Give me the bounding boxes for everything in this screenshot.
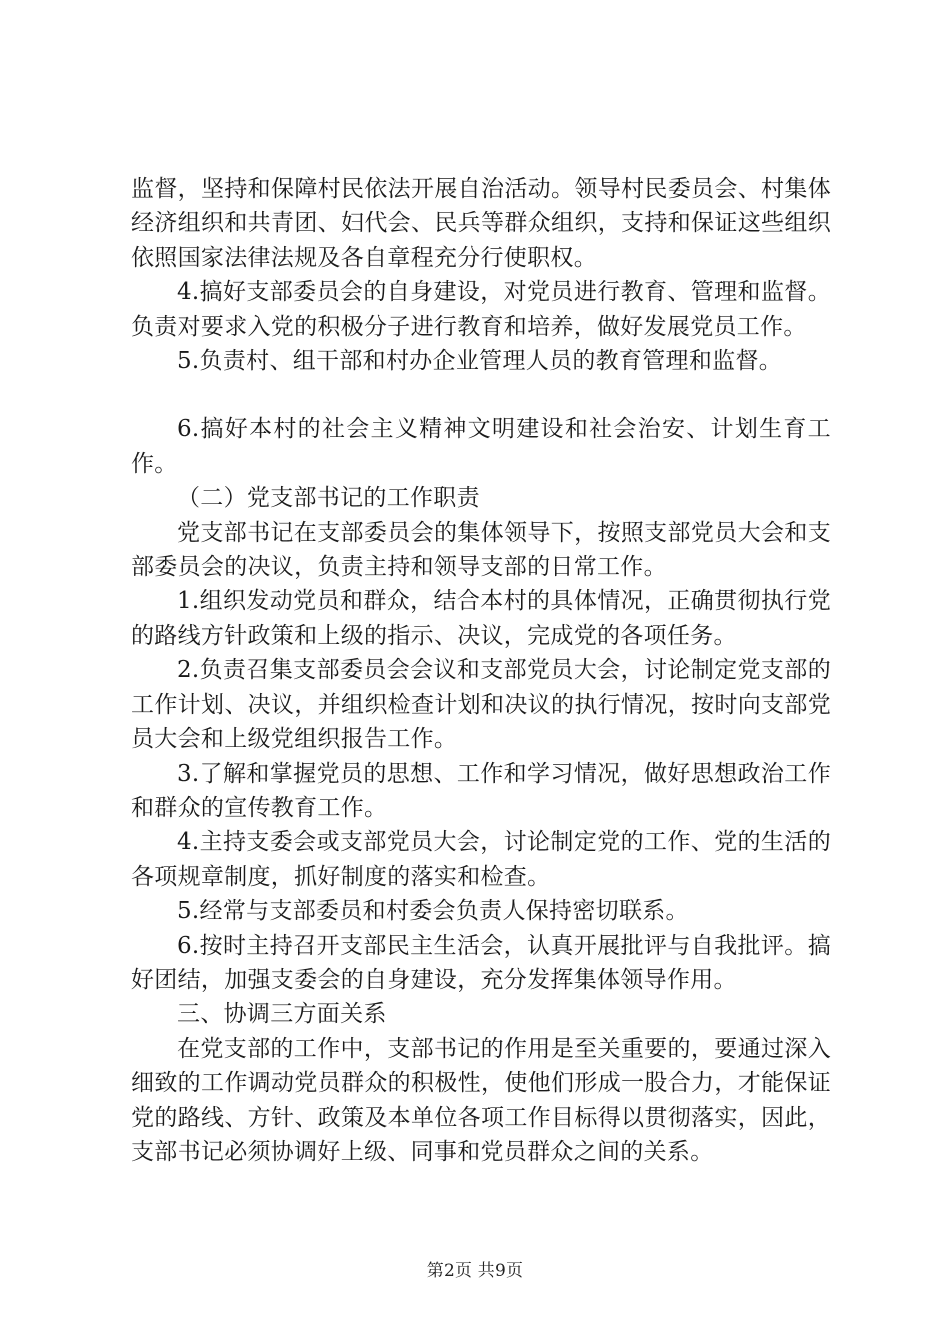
paragraph-item-5: 5.负责村、组干部和村办企业管理人员的教育管理和监督。 — [177, 348, 783, 375]
paragraph-duty-3: 3.了解和掌握党员的思想、工作和学习情况，做好思想政治工作和群众的宣传教育工作。 — [131, 760, 831, 821]
paragraph-item-6: 6.搞好本村的社会主义精神文明建设和社会治安、计划生育工作。 — [131, 416, 831, 477]
document-body — [131, 172, 831, 1169]
section-heading-three-relations: 三、协调三方面关系 — [177, 1001, 387, 1028]
paragraph-continuation: 监督，坚持和保障村民依法开展自治活动。领导村民委员会、村集体经济组织和共青团、妇代会、民兵等群众组织，支持和保证这些组织依照国家法律法规及各自章程充分行使职权。 — [131, 176, 831, 271]
section-heading-secretary-duties: （二）党支部书记的工作职责 — [177, 485, 480, 512]
paragraph-duty-5: 5.经常与支部委员和村委会负责人保持密切联系。 — [177, 898, 689, 925]
paragraph-duty-4: 4.主持支委会或支部党员大会，讨论制定党的工作、党的生活的各项规章制度，抓好制度的落实和检查。 — [131, 829, 831, 890]
paragraph-duty-6: 6.按时主持召开支部民主生活会，认真开展批评与自我批评。搞好团结，加强支委会的自身建设，充分发挥集体领导作用。 — [131, 932, 831, 993]
paragraph-item-4: 4.搞好支部委员会的自身建设，对党员进行教育、管理和监督。负责对要求入党的积极分子进行教育和培养，做好发展党员工作。 — [131, 279, 831, 340]
paragraph-duty-1: 1.组织发动党员和群众，结合本村的具体情况，正确贯彻执行党的路线方针政策和上级的指示、决议，完成党的各项任务。 — [131, 588, 831, 649]
page-number-footer: 第2页 共9页 — [426, 1261, 524, 1281]
paragraph-secretary-intro: 党支部书记在支部委员会的集体领导下，按照支部党员大会和支部委员会的决议，负责主持和领导支部的日常工作。 — [131, 519, 831, 581]
paragraph-relations-intro: 在党支部的工作中，支部书记的作用是至关重要的，要通过深入细致的工作调动党员群众的积极性，使他们形成一股合力，才能保证党的路线、方针、政策及本单位各项工作目标得以贯彻落实，因此，支部书记必须协调好上级、同事和党员群众之间的关系。 — [131, 1035, 831, 1165]
paragraph-duty-2: 2.负责召集支部委员会会议和支部党员大会，讨论制定党支部的工作计划、决议，并组织检查计划和决议的执行情况，按时向支部党员大会和上级党组织报告工作。 — [131, 657, 831, 753]
